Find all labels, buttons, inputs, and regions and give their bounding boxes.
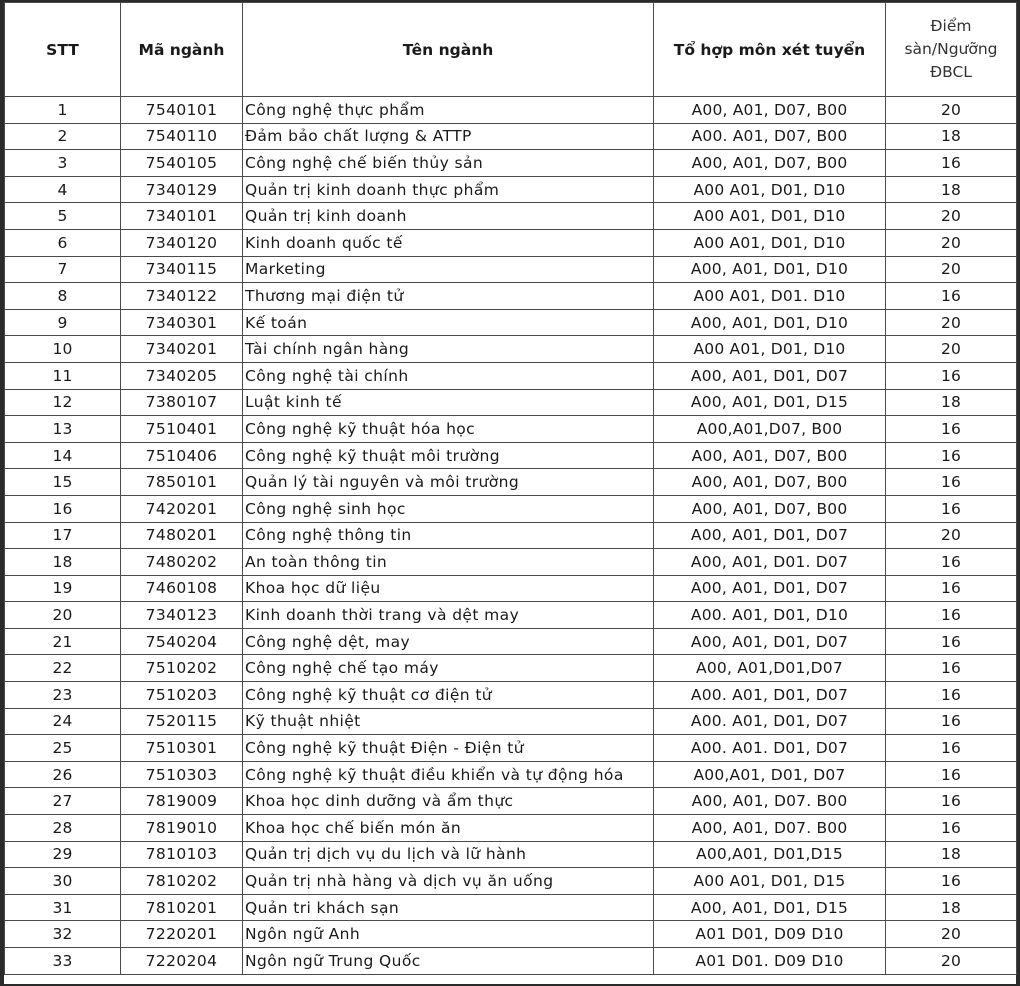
admission-table xyxy=(4,2,1017,975)
table-row xyxy=(5,602,1017,629)
table-row xyxy=(5,894,1017,921)
cell-score: 18 xyxy=(886,389,1017,416)
cell-stt: 30 xyxy=(5,868,121,895)
cell-combo: A00, A01, D07, B00 xyxy=(654,97,886,124)
cell-code: 7510202 xyxy=(121,655,243,682)
cell-code: 7510401 xyxy=(121,416,243,443)
table-row xyxy=(5,682,1017,709)
cell-score: 20 xyxy=(886,309,1017,336)
cell-stt: 11 xyxy=(5,362,121,389)
cell-name: Quản trị kinh doanh thực phẩm xyxy=(243,176,654,203)
cell-stt: 2 xyxy=(5,123,121,150)
cell-combo: A00, A01, D07. B00 xyxy=(654,788,886,815)
table-row xyxy=(5,469,1017,496)
cell-code: 7540110 xyxy=(121,123,243,150)
table-row xyxy=(5,868,1017,895)
cell-score: 20 xyxy=(886,336,1017,363)
table-row xyxy=(5,336,1017,363)
cell-combo: A00, A01, D01, D10 xyxy=(654,309,886,336)
cell-score: 18 xyxy=(886,841,1017,868)
cell-code: 7340101 xyxy=(121,203,243,230)
cell-score: 20 xyxy=(886,97,1017,124)
cell-score: 16 xyxy=(886,815,1017,842)
cell-combo: A00, A01, D01, D10 xyxy=(654,256,886,283)
table-row xyxy=(5,815,1017,842)
cell-combo: A00. A01. D01, D07 xyxy=(654,735,886,762)
table-row xyxy=(5,655,1017,682)
cell-stt: 5 xyxy=(5,203,121,230)
cell-name: Công nghệ dệt, may xyxy=(243,628,654,655)
cell-score: 16 xyxy=(886,416,1017,443)
table-row xyxy=(5,948,1017,975)
cell-stt: 10 xyxy=(5,336,121,363)
cell-stt: 17 xyxy=(5,522,121,549)
cell-score: 16 xyxy=(886,868,1017,895)
cell-name: Kỹ thuật nhiệt xyxy=(243,708,654,735)
table-row xyxy=(5,203,1017,230)
cell-combo: A00. A01, D01, D07 xyxy=(654,682,886,709)
cell-combo: A00, A01, D01, D07 xyxy=(654,628,886,655)
cell-name: Công nghệ kỹ thuật môi trường xyxy=(243,442,654,469)
cell-score: 16 xyxy=(886,708,1017,735)
cell-score: 20 xyxy=(886,948,1017,975)
cell-code: 7340122 xyxy=(121,283,243,310)
cell-code: 7460108 xyxy=(121,575,243,602)
cell-combo: A00, A01, D07, B00 xyxy=(654,442,886,469)
cell-name: Kế toán xyxy=(243,309,654,336)
cell-stt: 13 xyxy=(5,416,121,443)
cell-score: 18 xyxy=(886,176,1017,203)
cell-code: 7220204 xyxy=(121,948,243,975)
cell-name: Quản trị nhà hàng và dịch vụ ăn uống xyxy=(243,868,654,895)
cell-code: 7480201 xyxy=(121,522,243,549)
cell-code: 7810103 xyxy=(121,841,243,868)
table-row xyxy=(5,575,1017,602)
cell-score: 16 xyxy=(886,761,1017,788)
cell-name: Quản tri khách sạn xyxy=(243,894,654,921)
cell-name: Công nghệ kỹ thuật điều khiển và tự động hóa xyxy=(243,761,654,788)
cell-score: 16 xyxy=(886,150,1017,177)
cell-name: Marketing xyxy=(243,256,654,283)
cell-combo: A00. A01, D01, D10 xyxy=(654,602,886,629)
cell-name: Quản lý tài nguyên và môi trường xyxy=(243,469,654,496)
cell-stt: 25 xyxy=(5,735,121,762)
cell-code: 7540204 xyxy=(121,628,243,655)
table-row xyxy=(5,123,1017,150)
cell-code: 7819010 xyxy=(121,815,243,842)
cell-combo: A01 D01, D09 D10 xyxy=(654,921,886,948)
cell-stt: 27 xyxy=(5,788,121,815)
table-row xyxy=(5,442,1017,469)
cell-name: Công nghệ thông tin xyxy=(243,522,654,549)
cell-code: 7340123 xyxy=(121,602,243,629)
cell-stt: 32 xyxy=(5,921,121,948)
cell-code: 7810202 xyxy=(121,868,243,895)
cell-combo: A00, A01,D01,D07 xyxy=(654,655,886,682)
cell-stt: 1 xyxy=(5,97,121,124)
cell-score: 18 xyxy=(886,894,1017,921)
cell-combo: A01 D01. D09 D10 xyxy=(654,948,886,975)
cell-name: Khoa học dữ liệu xyxy=(243,575,654,602)
admission-table-sheet xyxy=(4,2,1016,984)
cell-stt: 7 xyxy=(5,256,121,283)
cell-score: 16 xyxy=(886,362,1017,389)
cell-stt: 26 xyxy=(5,761,121,788)
cell-code: 7380107 xyxy=(121,389,243,416)
cell-score: 16 xyxy=(886,602,1017,629)
table-row xyxy=(5,549,1017,576)
cell-stt: 22 xyxy=(5,655,121,682)
header-stt: STT xyxy=(5,3,121,97)
cell-code: 7540101 xyxy=(121,97,243,124)
cell-score: 16 xyxy=(886,549,1017,576)
cell-code: 7340120 xyxy=(121,229,243,256)
cell-stt: 33 xyxy=(5,948,121,975)
cell-combo: A00 A01, D01, D10 xyxy=(654,176,886,203)
cell-combo: A00 A01, D01. D10 xyxy=(654,283,886,310)
cell-score: 16 xyxy=(886,788,1017,815)
cell-name: Quản trị dịch vụ du lịch và lữ hành xyxy=(243,841,654,868)
cell-name: Ngôn ngữ Anh xyxy=(243,921,654,948)
cell-score: 16 xyxy=(886,682,1017,709)
cell-score: 16 xyxy=(886,442,1017,469)
table-body xyxy=(5,97,1017,975)
table-row xyxy=(5,150,1017,177)
cell-code: 7480202 xyxy=(121,549,243,576)
cell-combo: A00, A01, D07, B00 xyxy=(654,495,886,522)
table-row xyxy=(5,416,1017,443)
cell-combo: A00 A01, D01, D15 xyxy=(654,868,886,895)
header-row xyxy=(5,3,1017,97)
cell-stt: 16 xyxy=(5,495,121,522)
cell-name: Quản trị kinh doanh xyxy=(243,203,654,230)
cell-code: 7340129 xyxy=(121,176,243,203)
cell-score: 16 xyxy=(886,495,1017,522)
cell-name: Kinh doanh thời trang và dệt may xyxy=(243,602,654,629)
cell-name: Thương mại điện tử xyxy=(243,283,654,310)
cell-score: 16 xyxy=(886,469,1017,496)
cell-name: Công nghệ chế tạo máy xyxy=(243,655,654,682)
header-score: Điểm sàn/Ngưỡng ĐBCL xyxy=(886,3,1017,97)
cell-score: 16 xyxy=(886,575,1017,602)
cell-combo: A00 A01, D01, D10 xyxy=(654,229,886,256)
table-row xyxy=(5,735,1017,762)
cell-score: 16 xyxy=(886,283,1017,310)
table-row xyxy=(5,522,1017,549)
table-row xyxy=(5,283,1017,310)
cell-code: 7220201 xyxy=(121,921,243,948)
cell-name: Công nghệ kỹ thuật cơ điện tử xyxy=(243,682,654,709)
table-row xyxy=(5,229,1017,256)
cell-combo: A00, A01, D07, B00 xyxy=(654,150,886,177)
table-row xyxy=(5,362,1017,389)
cell-stt: 21 xyxy=(5,628,121,655)
cell-code: 7340201 xyxy=(121,336,243,363)
cell-stt: 18 xyxy=(5,549,121,576)
table-row xyxy=(5,309,1017,336)
header-code: Mã ngành xyxy=(121,3,243,97)
cell-stt: 8 xyxy=(5,283,121,310)
cell-stt: 3 xyxy=(5,150,121,177)
cell-stt: 19 xyxy=(5,575,121,602)
cell-stt: 6 xyxy=(5,229,121,256)
cell-combo: A00,A01, D01,D15 xyxy=(654,841,886,868)
cell-combo: A00,A01, D01, D07 xyxy=(654,761,886,788)
cell-combo: A00, A01, D07. B00 xyxy=(654,815,886,842)
cell-code: 7420201 xyxy=(121,495,243,522)
cell-code: 7510301 xyxy=(121,735,243,762)
cell-name: Công nghệ thực phẩm xyxy=(243,97,654,124)
table-row xyxy=(5,761,1017,788)
cell-name: Đảm bảo chất lượng & ATTP xyxy=(243,123,654,150)
cell-name: Tài chính ngân hàng xyxy=(243,336,654,363)
cell-name: Công nghệ tài chính xyxy=(243,362,654,389)
cell-combo: A00, A01, D01, D15 xyxy=(654,389,886,416)
cell-combo: A00. A01, D01, D07 xyxy=(654,708,886,735)
cell-score: 16 xyxy=(886,655,1017,682)
cell-code: 7340301 xyxy=(121,309,243,336)
cell-combo: A00, A01, D07, B00 xyxy=(654,469,886,496)
cell-stt: 20 xyxy=(5,602,121,629)
cell-name: Công nghệ kỹ thuật Điện - Điện tử xyxy=(243,735,654,762)
cell-stt: 29 xyxy=(5,841,121,868)
cell-combo: A00 A01, D01, D10 xyxy=(654,336,886,363)
cell-combo: A00, A01, D01, D07 xyxy=(654,362,886,389)
cell-code: 7850101 xyxy=(121,469,243,496)
table-row xyxy=(5,921,1017,948)
cell-stt: 14 xyxy=(5,442,121,469)
cell-name: Ngôn ngữ Trung Quốc xyxy=(243,948,654,975)
cell-code: 7340205 xyxy=(121,362,243,389)
cell-name: Khoa học chế biến món ăn xyxy=(243,815,654,842)
cell-code: 7819009 xyxy=(121,788,243,815)
cell-code: 7340115 xyxy=(121,256,243,283)
header-name: Tên ngành xyxy=(243,3,654,97)
cell-combo: A00, A01, D01, D15 xyxy=(654,894,886,921)
cell-name: Công nghệ sinh học xyxy=(243,495,654,522)
table-row xyxy=(5,389,1017,416)
cell-stt: 15 xyxy=(5,469,121,496)
cell-stt: 28 xyxy=(5,815,121,842)
cell-score: 16 xyxy=(886,628,1017,655)
header-combo: Tổ hợp môn xét tuyển xyxy=(654,3,886,97)
cell-stt: 24 xyxy=(5,708,121,735)
table-row xyxy=(5,495,1017,522)
cell-name: Công nghệ kỹ thuật hóa học xyxy=(243,416,654,443)
cell-score: 20 xyxy=(886,229,1017,256)
cell-combo: A00. A01, D07, B00 xyxy=(654,123,886,150)
table-header xyxy=(5,3,1017,97)
cell-code: 7510203 xyxy=(121,682,243,709)
cell-code: 7510303 xyxy=(121,761,243,788)
cell-code: 7810201 xyxy=(121,894,243,921)
cell-name: Công nghệ chế biến thủy sản xyxy=(243,150,654,177)
cell-combo: A00, A01, D01, D07 xyxy=(654,522,886,549)
table-row xyxy=(5,628,1017,655)
cell-stt: 23 xyxy=(5,682,121,709)
cell-score: 18 xyxy=(886,123,1017,150)
cell-code: 7520115 xyxy=(121,708,243,735)
cell-score: 20 xyxy=(886,256,1017,283)
table-row xyxy=(5,256,1017,283)
cell-score: 20 xyxy=(886,921,1017,948)
cell-stt: 12 xyxy=(5,389,121,416)
table-row xyxy=(5,97,1017,124)
cell-combo: A00, A01, D01. D07 xyxy=(654,549,886,576)
cell-combo: A00 A01, D01, D10 xyxy=(654,203,886,230)
cell-score: 16 xyxy=(886,735,1017,762)
cell-code: 7540105 xyxy=(121,150,243,177)
cell-combo: A00,A01,D07, B00 xyxy=(654,416,886,443)
table-row xyxy=(5,788,1017,815)
cell-name: Luật kinh tế xyxy=(243,389,654,416)
cell-stt: 4 xyxy=(5,176,121,203)
table-row xyxy=(5,841,1017,868)
cell-combo: A00, A01, D01, D07 xyxy=(654,575,886,602)
cell-name: An toàn thông tin xyxy=(243,549,654,576)
cell-name: Kinh doanh quốc tế xyxy=(243,229,654,256)
cell-stt: 9 xyxy=(5,309,121,336)
cell-score: 20 xyxy=(886,522,1017,549)
cell-name: Khoa học dinh dưỡng và ẩm thực xyxy=(243,788,654,815)
cell-stt: 31 xyxy=(5,894,121,921)
table-row xyxy=(5,708,1017,735)
cell-score: 20 xyxy=(886,203,1017,230)
table-row xyxy=(5,176,1017,203)
cell-code: 7510406 xyxy=(121,442,243,469)
